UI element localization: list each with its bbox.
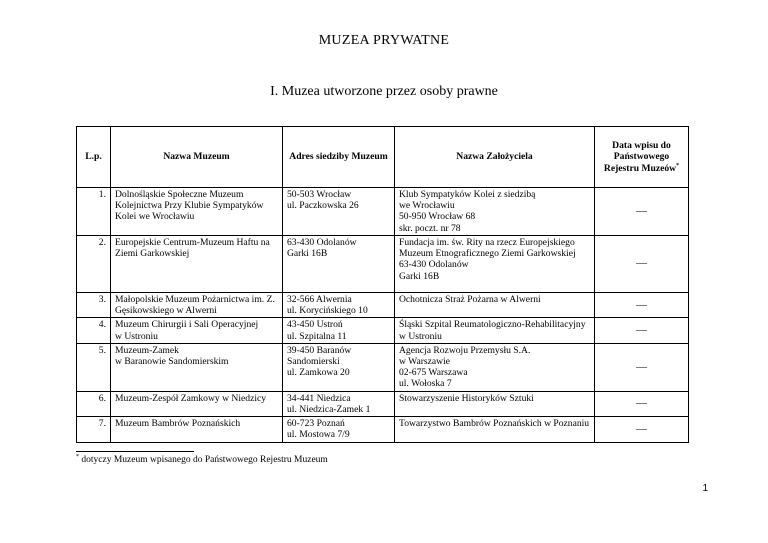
museums-table [76,126,689,443]
header-date-mark: * [676,162,680,169]
header-lp: L.p. [77,127,111,188]
footnote-mark: * [76,453,79,460]
row-date: — [595,318,689,343]
row-founder: Śląski Szpital Reumatologiczno-Rehabilitacyjny w Ustroniu [395,318,595,343]
row-lp: 7. [77,417,111,443]
header-founder: Nazwa Założyciela [395,127,595,188]
row-date: — [595,391,689,416]
row-name: Muzeum-Zespół Zamkowy w Niedzicy [111,391,283,416]
row-address: 50-503 Wrocław ul. Paczkowska 26 [283,188,395,236]
table-row [77,188,689,236]
row-name: Europejskie Centrum-Muzeum Haftu na Ziemi Garkowskiej [111,236,283,293]
row-name: Dolnośląskie Społeczne Muzeum Kolejnictwa Przy Klubie Sympatyków Kolei we Wrocławiu [111,188,283,236]
row-name: Małopolskie Muzeum Pożarnictwa im. Z. Gęsikowskiego w Alwerni [111,293,283,318]
footnote-divider [76,451,194,452]
row-founder: Stowarzyszenie Historyków Sztuki [395,391,595,416]
table-row [77,343,689,391]
row-lp: 4. [77,318,111,343]
table-row [77,236,689,293]
row-lp: 6. [77,391,111,416]
row-lp: 1. [77,188,111,236]
row-address: 34-441 Niedzica ul. Niedzica-Zamek 1 [283,391,395,416]
row-date: — [595,293,689,318]
header-name: Nazwa Muzeum [111,127,283,188]
row-founder: Agencja Rozwoju Przemysłu S.A. w Warszawie 02-675 Warszawa ul. Wołoska 7 [395,343,595,391]
row-lp: 3. [77,293,111,318]
row-name: Muzeum Chirurgii i Sali Operacyjnej w Ustroniu [111,318,283,343]
row-address: 43-450 Ustroń ul. Szpitalna 11 [283,318,395,343]
row-address: 60-723 Poznań ul. Mostowa 7/9 [283,417,395,443]
row-name: Muzeum Bambrów Poznańskich [111,417,283,443]
header-address: Adres siedziby Muzeum [283,127,395,188]
row-founder: Towarzystwo Bambrów Poznańskich w Poznaniu [395,417,595,443]
table-row [77,318,689,343]
footnote-text: dotyczy Muzeum wpisanego do Państwowego Rejestru Muzeum [81,455,328,465]
table-row [77,293,689,318]
row-date: — [595,236,689,293]
row-founder: Ochotnicza Straż Pożarna w Alwerni [395,293,595,318]
header-date-label: Data wpisu do Państwowego Rejestru Muzeów [603,140,677,174]
row-date: — [595,343,689,391]
table-row [77,391,689,416]
row-founder: Klub Sympatyków Kolei z siedzibą we Wrocławiu 50-950 Wrocław 68 skr. poczt. nr 78 [395,188,595,236]
row-address: 63-430 Odolanów Garki 16B [283,236,395,293]
header-date [595,127,689,188]
row-lp: 2. [77,236,111,293]
row-address: 32-566 Alwernia ul. Korycińskiego 10 [283,293,395,318]
row-address: 39-450 Baranów Sandomierski ul. Zamkowa 20 [283,343,395,391]
row-lp: 5. [77,343,111,391]
row-date: — [595,188,689,236]
row-founder: Fundacja im. św. Rity na rzecz Europejskiego Muzeum Etnograficznego Ziemi Garkowskiej 63-430 Odolanów Garki 16B [395,236,595,293]
table-header-row [77,127,689,188]
row-name: Muzeum-Zamek w Baranowie Sandomierskim [111,343,283,391]
document-title: MUZEA PRYWATNE [318,33,450,48]
row-date: — [595,417,689,443]
table-row [77,417,689,443]
footnote [76,455,328,465]
section-heading: I. Muzea utworzone przez osoby prawne [270,84,498,99]
page-number: 1 [702,483,708,494]
